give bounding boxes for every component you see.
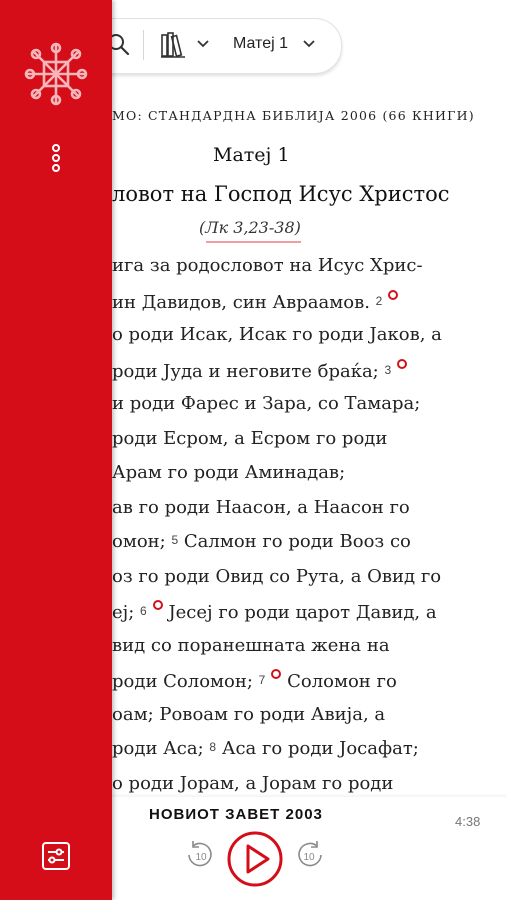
footnote-marker-icon[interactable] (153, 600, 163, 610)
more-vertical-icon[interactable] (46, 143, 66, 173)
rewind-10-icon[interactable] (183, 838, 217, 872)
audio-time: 4:38 (455, 814, 481, 829)
footnote-marker-icon[interactable] (388, 290, 398, 300)
verse-text: роди Аса; (112, 738, 210, 759)
verse-number[interactable]: 3 (384, 362, 392, 377)
cross-reference-link[interactable]: (Лк 3,23-38) (199, 218, 301, 237)
scripture-line (112, 635, 390, 656)
toolbar-divider (143, 30, 144, 60)
audio-title: НОВИОТ ЗАВЕТ 2003 (149, 806, 323, 823)
scripture-line (112, 497, 410, 518)
verse-text: и роди Фарес и Зара, со Тамара; (112, 393, 421, 414)
verse-text: омон; (112, 531, 172, 552)
section-heading: ловот на Господ Исус Христос (112, 182, 450, 206)
scripture-line (112, 566, 441, 587)
footnote-marker-icon[interactable] (397, 359, 407, 369)
scripture-line (112, 600, 437, 623)
verse-text: Аса го роди Јосафат; (216, 738, 419, 759)
forward-10-icon[interactable] (293, 838, 327, 872)
verse-text: Арам го роди Аминадав; (112, 462, 346, 483)
scripture-line (112, 290, 398, 313)
rewind-label: 10 (195, 852, 207, 863)
verse-number[interactable]: 5 (171, 533, 179, 547)
verse-text: ав го роди Наасон, а Наасон го (112, 496, 410, 518)
cross-reference-underline (206, 241, 301, 243)
verse-text: роди Соломон; (112, 671, 259, 692)
chevron-down-icon[interactable] (302, 38, 316, 50)
scripture-line (112, 704, 385, 725)
verse-text: Јесеј го роди царот Давид, а (162, 602, 437, 623)
scripture-line (112, 255, 423, 276)
verse-text: еј; (112, 602, 141, 623)
scripture-line (112, 669, 397, 692)
scripture-line (112, 428, 387, 449)
verse-text: Салмон го роди Вооз со (178, 531, 411, 552)
verse-number[interactable]: 6 (140, 604, 147, 618)
verse-text: о роди Јорам, а Јорам го роди (112, 772, 394, 794)
bible-version-label[interactable]: МО: СТАНДАРДНА БИБЛИЈА 2006 (66 КНИГИ) (112, 108, 475, 123)
settings-sliders-icon[interactable] (40, 840, 72, 872)
footnote-marker-icon[interactable] (271, 669, 281, 679)
verse-number[interactable]: 8 (209, 740, 217, 754)
app-logo[interactable] (22, 40, 90, 108)
forward-label: 10 (303, 852, 315, 863)
scripture-line (112, 738, 419, 759)
verse-text: роди Есром, а Есром го роди (112, 427, 388, 449)
scripture-line (112, 462, 345, 483)
navigation-drawer (0, 0, 112, 900)
verse-text: ига за родословот на Исус Хрис- (112, 255, 423, 276)
scripture-line (112, 359, 407, 382)
verse-text: оз го роди Овид со Рута, а Овид го (112, 565, 442, 587)
play-button[interactable] (226, 830, 284, 888)
chevron-down-icon[interactable] (196, 38, 210, 50)
verse-text: ин Давидов, син Авраамов. (112, 291, 376, 313)
scripture-line (112, 324, 442, 345)
verse-text: о роди Исак, Исак го роди Јаков, а (112, 324, 442, 345)
library-books-icon[interactable] (159, 31, 191, 59)
verse-number[interactable]: 2 (375, 293, 383, 308)
scripture-line (112, 393, 420, 414)
verse-text: оам; Ровоам го роди Авија, а (112, 703, 386, 725)
scripture-line (112, 773, 393, 794)
scripture-line (112, 531, 411, 552)
verse-number[interactable]: 7 (258, 673, 266, 687)
chapter-selector[interactable]: Матеј 1 (233, 35, 288, 52)
verse-text: роди Јуда и неговите браќа; (112, 360, 385, 382)
chapter-title: Матеј 1 (213, 144, 290, 166)
verse-text: вид со поранешната жена на (112, 634, 390, 656)
verse-text: Соломон го (281, 671, 397, 692)
